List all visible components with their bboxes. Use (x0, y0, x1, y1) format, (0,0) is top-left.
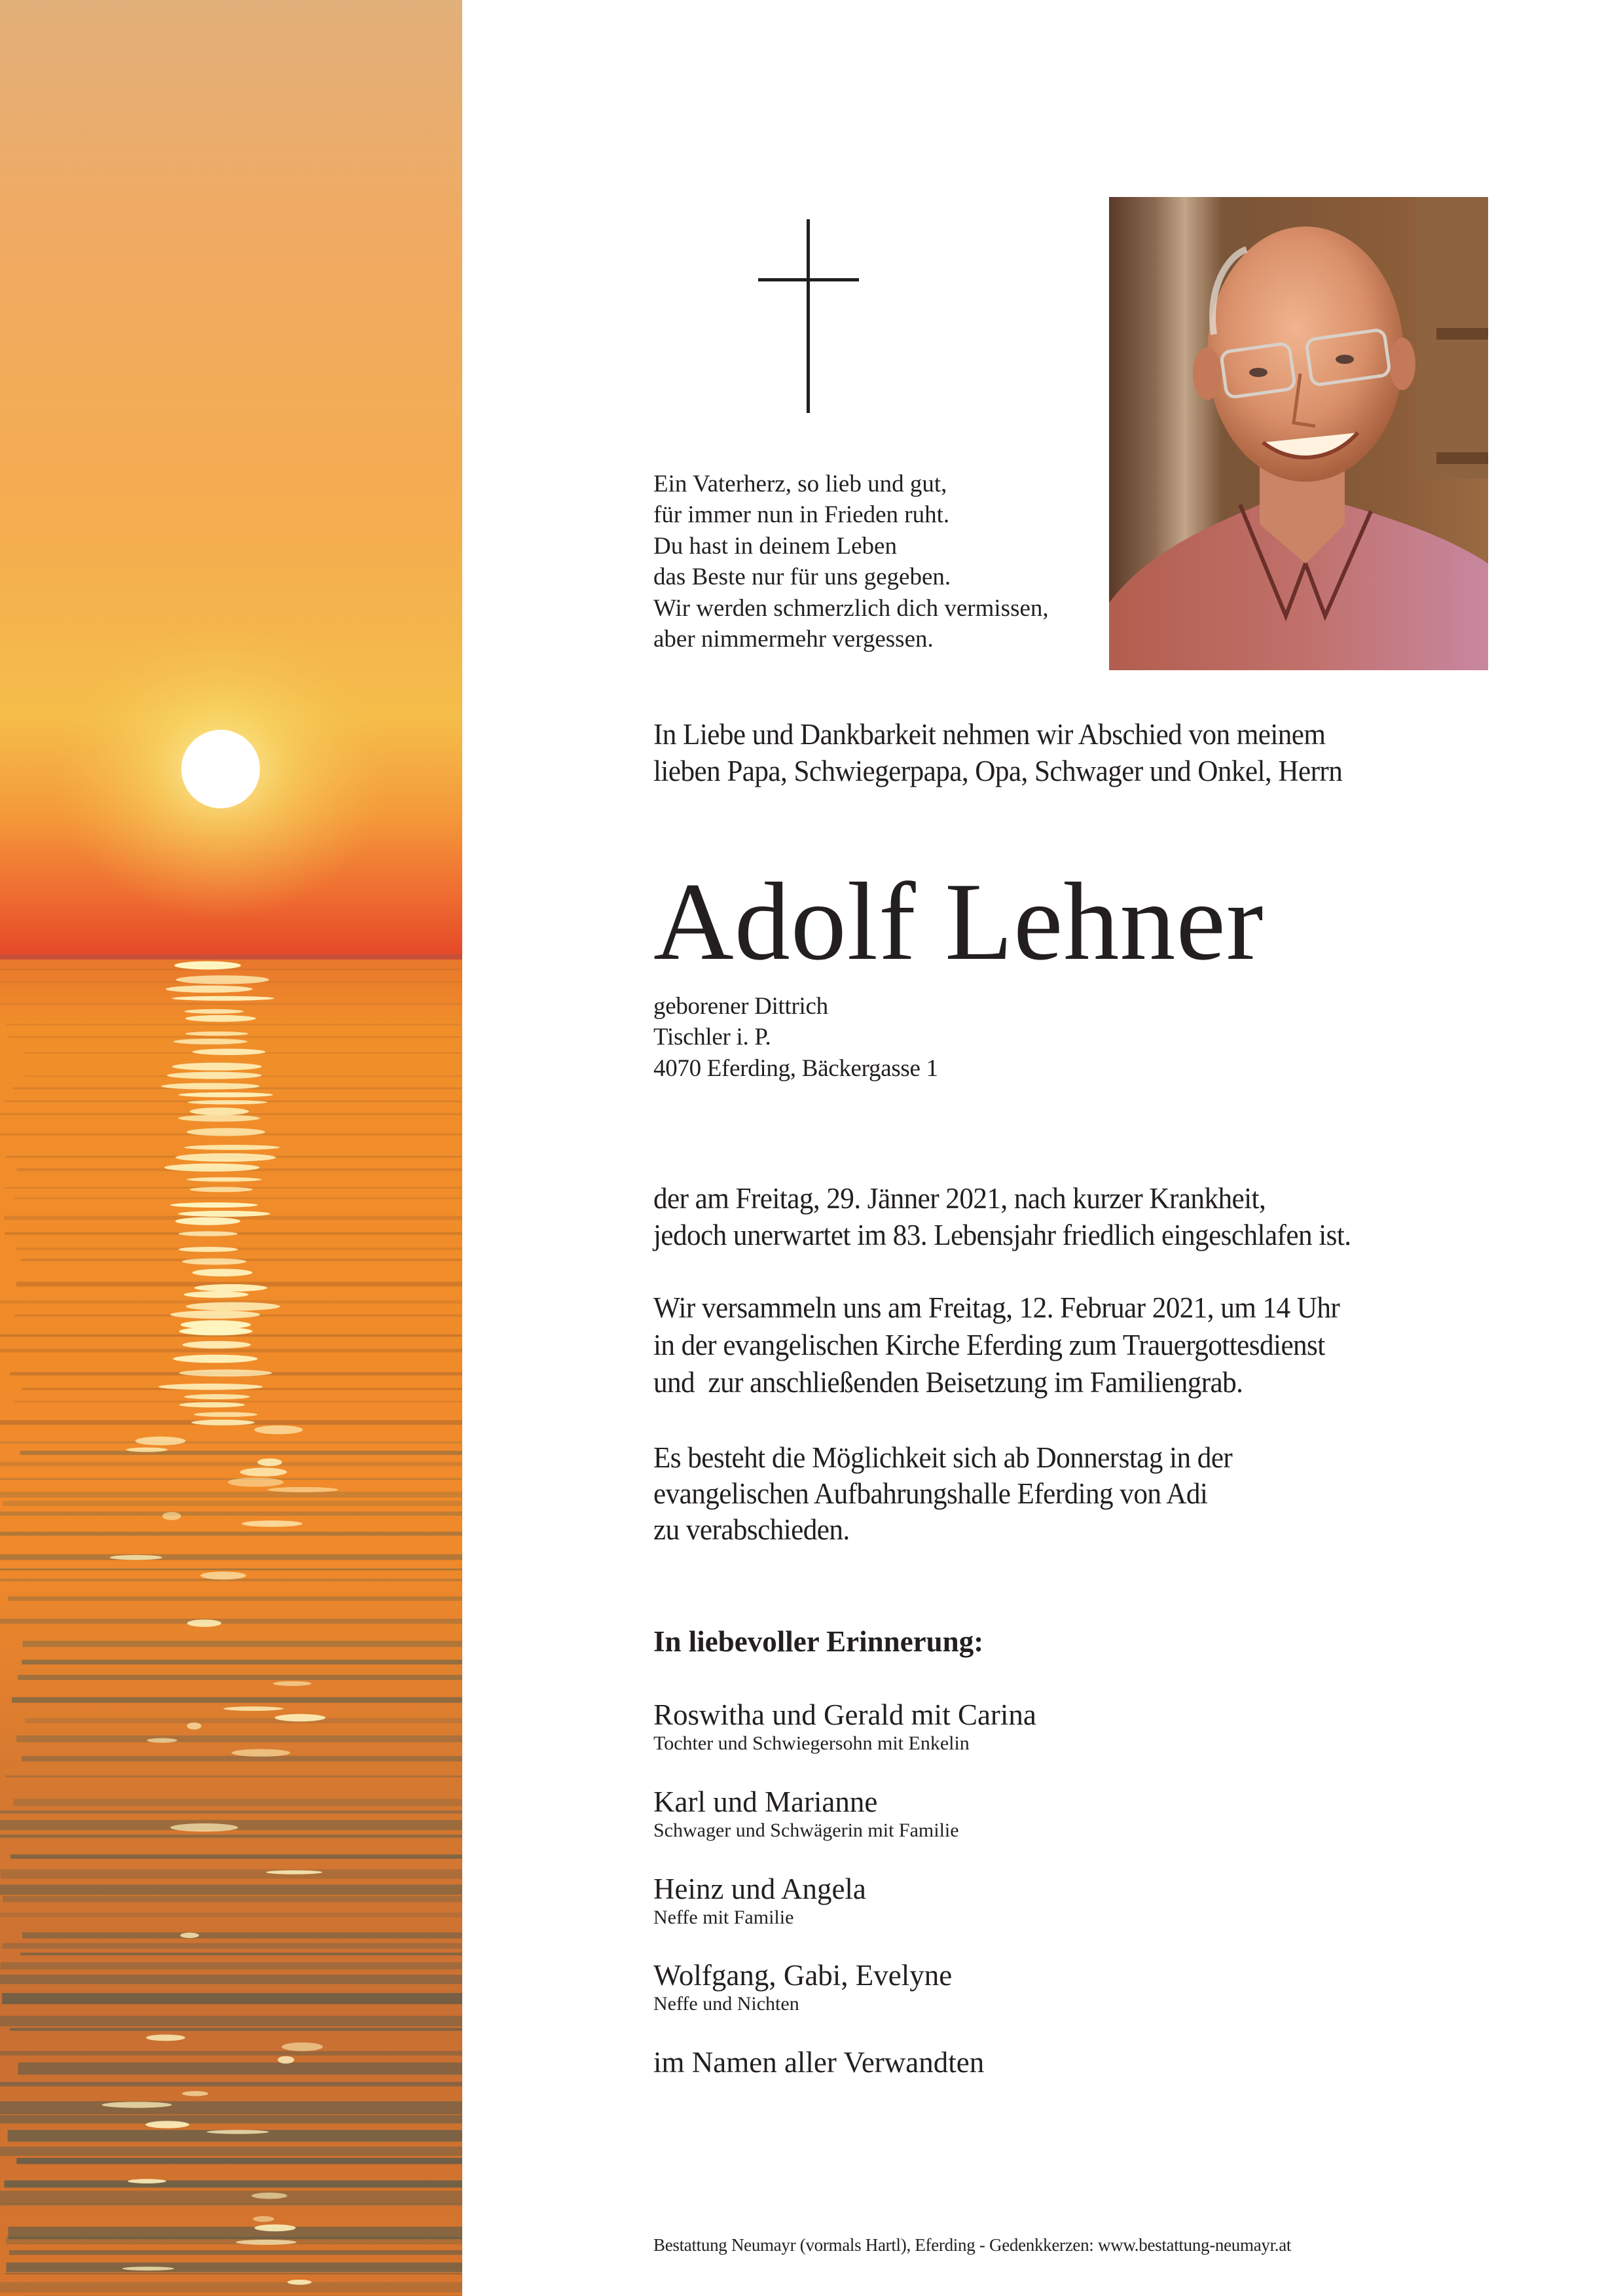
sun-glint (147, 1738, 177, 1743)
wave-band (0, 1511, 462, 1515)
wave-band (7, 1024, 462, 1026)
wave-band (6, 2263, 462, 2272)
wave-band (0, 1554, 462, 1560)
wave-band (5, 2273, 462, 2274)
sun-glint (240, 1468, 287, 1477)
sun-glint (187, 1128, 265, 1136)
wave-band (8, 1596, 462, 1601)
sun-glint (184, 1145, 280, 1150)
ear-left (1193, 348, 1222, 400)
viewing-info (653, 1440, 1232, 1548)
wave-band (1, 1962, 462, 1969)
wave-band (16, 1736, 462, 1742)
sun-glint (146, 2034, 185, 2041)
sun-glint (242, 1520, 302, 1527)
wave-band (0, 2016, 462, 2026)
wave-band (2, 1993, 462, 2004)
sun-glint (255, 2225, 296, 2232)
sun-glint (179, 1402, 244, 1407)
sun-glint (278, 2056, 294, 2063)
sun-glint (185, 1031, 248, 1036)
sun-glint (175, 1153, 276, 1162)
sun-glint (178, 1092, 273, 1098)
portrait-photo (1109, 197, 1488, 670)
wave-band (9, 1036, 462, 1038)
wave-band (0, 1462, 462, 1466)
service-line: Wir versammeln uns am Freitag, 12. Februar 2021, um 14 Uhr (653, 1291, 1340, 1324)
wave-band (0, 1619, 462, 1624)
sun-glint (282, 2043, 323, 2051)
poem-line: Ein Vaterherz, so lieb und gut, (653, 471, 947, 497)
sun-glint (122, 2267, 174, 2270)
sun-glint (178, 1115, 260, 1121)
memory-title: In liebevoller Erinnerung: (653, 1625, 984, 1658)
horizon-line (0, 954, 462, 960)
wave-band (25, 1718, 462, 1723)
wave-band (10, 2028, 462, 2030)
viewing-line: evangelischen Aufbahrungshalle Eferding von Adi (653, 1477, 1208, 1510)
sun-glint (287, 2280, 312, 2285)
sun-glint (187, 1177, 261, 1182)
wave-band (22, 1641, 462, 1647)
sun-glint (126, 1447, 168, 1452)
wave-band (14, 1799, 462, 1806)
service-line: und zur anschließenden Beisetzung im Familiengrab. (653, 1366, 1243, 1399)
mourner-entry (653, 1785, 959, 1843)
wave-band (1, 1869, 462, 1878)
sun-glint (180, 1933, 199, 1938)
service-line: in der evangelischen Kirche Eferding zum Trauergottesdienst (653, 1329, 1325, 1361)
sun-glint (254, 1426, 302, 1435)
death-notice (653, 1180, 1351, 1253)
deceased-name: Adolf Lehner (653, 860, 1264, 983)
wave-band (0, 1003, 462, 1005)
cross-icon (758, 219, 859, 413)
portrait-illustration (1109, 197, 1488, 670)
wave-band (0, 2101, 462, 2114)
sun-glint (184, 1394, 249, 1399)
intro-line: In Liebe und Dankbarkeit nehmen wir Abschied von meinem (653, 718, 1326, 751)
wave-band (14, 1401, 462, 1403)
sun-glint (183, 1291, 248, 1298)
wave-band (0, 2115, 462, 2124)
death-notice-line: der am Freitag, 29. Jänner 2021, nach kurzer Krankheit, (653, 1182, 1266, 1215)
mourner-name: Roswitha und Gerald mit Carina (653, 1698, 1036, 1731)
shelf-board (1436, 328, 1488, 340)
mourner-entry (653, 1959, 952, 2017)
wave-band (0, 1568, 462, 1570)
wave-band (0, 969, 462, 970)
sun-glint (145, 2121, 189, 2128)
viewing-line: Es besteht die Möglichkeit sich ab Donnerstag in der (653, 1441, 1233, 1474)
wave-band (20, 1952, 462, 1955)
intro-text (653, 716, 1342, 789)
wave-band (2, 1943, 462, 1949)
sun-glint (207, 2130, 269, 2134)
sun-glint (176, 975, 270, 984)
profession: Tischler i. P. (653, 1024, 771, 1051)
wave-band (0, 1975, 462, 1984)
sun-glint (172, 1063, 262, 1071)
wave-band (0, 1835, 462, 1838)
wave-band (20, 1451, 462, 1455)
sun-glint (162, 1512, 181, 1520)
sun-glint (174, 961, 241, 970)
sun-glint (158, 1384, 263, 1390)
wave-band (0, 2191, 462, 2204)
sun-glint (268, 1487, 338, 1492)
sun-glint (257, 1458, 282, 1466)
service-info (653, 1289, 1340, 1401)
poem-line: aber nimmermehr vergessen. (653, 626, 934, 653)
wave-band (18, 2062, 462, 2075)
sun-glint (128, 2179, 166, 2183)
sun-glint (251, 2193, 287, 2199)
viewing-line: zu verabschieden. (653, 1513, 850, 1546)
sun-glint (173, 1039, 247, 1045)
wave-band (0, 1810, 462, 1814)
wave-band (5, 1776, 462, 1778)
wave-band (3, 1501, 462, 1506)
address: 4070 Eferding, Bäckergasse 1 (653, 1054, 938, 1082)
wave-band (16, 2158, 462, 2164)
sun-glint (164, 1164, 259, 1172)
sun-glint (182, 1259, 246, 1265)
sun (181, 730, 260, 808)
mourner-name: Wolfgang, Gabi, Evelyne (653, 1959, 953, 1992)
footer-undertaker: Bestattung Neumayr (vormals Hartl), Eferding - Gedenkkerzen: www.bestattung-neumayr.at (653, 2235, 1292, 2255)
wave-band (0, 1532, 462, 1535)
wave-band (22, 1660, 462, 1664)
sun-glint (102, 2102, 172, 2108)
sun-glint (173, 1355, 257, 1363)
shelf-board (1436, 452, 1488, 464)
mourner-relation: Tochter und Schwiegersohn mit Enkelin (653, 1732, 970, 1754)
sun-glint (275, 1714, 325, 1721)
wave-band (1, 2204, 462, 2206)
mourner-relation: Neffe mit Familie (653, 1907, 794, 1928)
wave-band (22, 1932, 462, 1938)
sun-glint (136, 1437, 186, 1445)
wave-band (10, 1854, 462, 1858)
wave-band (0, 1884, 462, 1895)
sun-glint (266, 1870, 322, 1874)
sun-glint (190, 1187, 253, 1192)
wave-band (14, 1197, 462, 1198)
sun-glint (179, 1369, 272, 1376)
sun-glint (187, 1619, 221, 1626)
eye-left (1249, 368, 1267, 377)
mourner-relation: Schwager und Schwägerin mit Familie (653, 1820, 959, 1841)
wave-band (18, 1675, 462, 1680)
poem (653, 469, 1049, 655)
sun-glint (236, 2240, 297, 2245)
sun-glint (170, 1310, 260, 1318)
sunset-sea-image (0, 0, 462, 2296)
sun-glint (232, 1749, 290, 1757)
wave-band (22, 1756, 462, 1762)
mourner-relation: Neffe und Nichten (653, 1993, 799, 2015)
wave-band (0, 1349, 462, 1353)
sun-glint (187, 1723, 201, 1730)
death-notice-line: jedoch unerwartet im 83. Lebensjahr friedlich eingeschlafen ist. (653, 1219, 1351, 1251)
sun-glint (187, 1100, 267, 1105)
sun-glint (110, 1555, 162, 1560)
wave-band (12, 1697, 462, 1703)
poem-line: für immer nun in Frieden ruht. (653, 501, 950, 529)
sun-glint (179, 1327, 253, 1336)
sun-glint (223, 1706, 283, 1711)
sun-glint (178, 1231, 238, 1236)
wave-band (0, 1441, 462, 1443)
mourner-entry (653, 1698, 1036, 1756)
wave-band (0, 2051, 462, 2056)
wave-band (4, 2180, 462, 2187)
deceased-details (653, 991, 938, 1084)
sun-glint (170, 1202, 258, 1208)
sun-glint (192, 1269, 253, 1277)
sun-glint (273, 1681, 312, 1686)
wave-band (0, 1479, 462, 1480)
sun-glint (192, 1049, 266, 1055)
sun-glint (175, 1217, 240, 1225)
wave-band (0, 1492, 462, 1498)
mourner-name: Heinz und Angela (653, 1873, 866, 1905)
sun-glint (167, 1072, 262, 1079)
wave-band (0, 2282, 462, 2292)
sun-glint (200, 1571, 246, 1579)
ear-right (1389, 338, 1415, 390)
wave-band (3, 1896, 462, 1902)
sun-glint (178, 1247, 238, 1252)
sun-glint (228, 1478, 283, 1487)
wave-band (6, 2236, 462, 2244)
sun-glint (161, 1083, 260, 1090)
sun-glint (178, 1211, 270, 1217)
poem-line: das Beste nur für uns gegeben. (653, 564, 951, 591)
sun-glint (190, 1107, 249, 1115)
birth-name: geborener Dittrich (653, 993, 828, 1020)
wave-band (0, 2147, 462, 2156)
mourner-entry (653, 1873, 866, 1930)
sun-glint (185, 1015, 256, 1022)
sun-glint (166, 986, 253, 993)
sun-glint (182, 2091, 208, 2096)
sun-glint (184, 1009, 244, 1014)
sunset-illustration (0, 0, 462, 2296)
sun-glint (183, 1341, 251, 1349)
sun-glint (253, 2216, 274, 2222)
poem-line: Du hast in deinem Leben (653, 532, 897, 560)
wave-band (0, 2082, 462, 2087)
wave-band (16, 1247, 462, 1249)
poem-line: Wir werden schmerzlich dich vermissen, (653, 594, 1049, 622)
closing-line: im Namen aller Verwandten (653, 2046, 985, 2079)
sun-glint (191, 1420, 255, 1426)
mourner-name: Karl und Marianne (653, 1785, 878, 1818)
intro-line: lieben Papa, Schwiegerpapa, Opa, Schwager und Onkel, Herrn (653, 755, 1343, 787)
wave-band (9, 2250, 462, 2255)
sun-glint (194, 1284, 267, 1291)
sun-glint (170, 1823, 238, 1832)
eye-right (1336, 355, 1354, 364)
sun-glint (172, 996, 274, 1001)
wave-band (0, 1912, 462, 1917)
sun-glint (186, 1302, 280, 1311)
sun-glint (194, 1412, 257, 1416)
